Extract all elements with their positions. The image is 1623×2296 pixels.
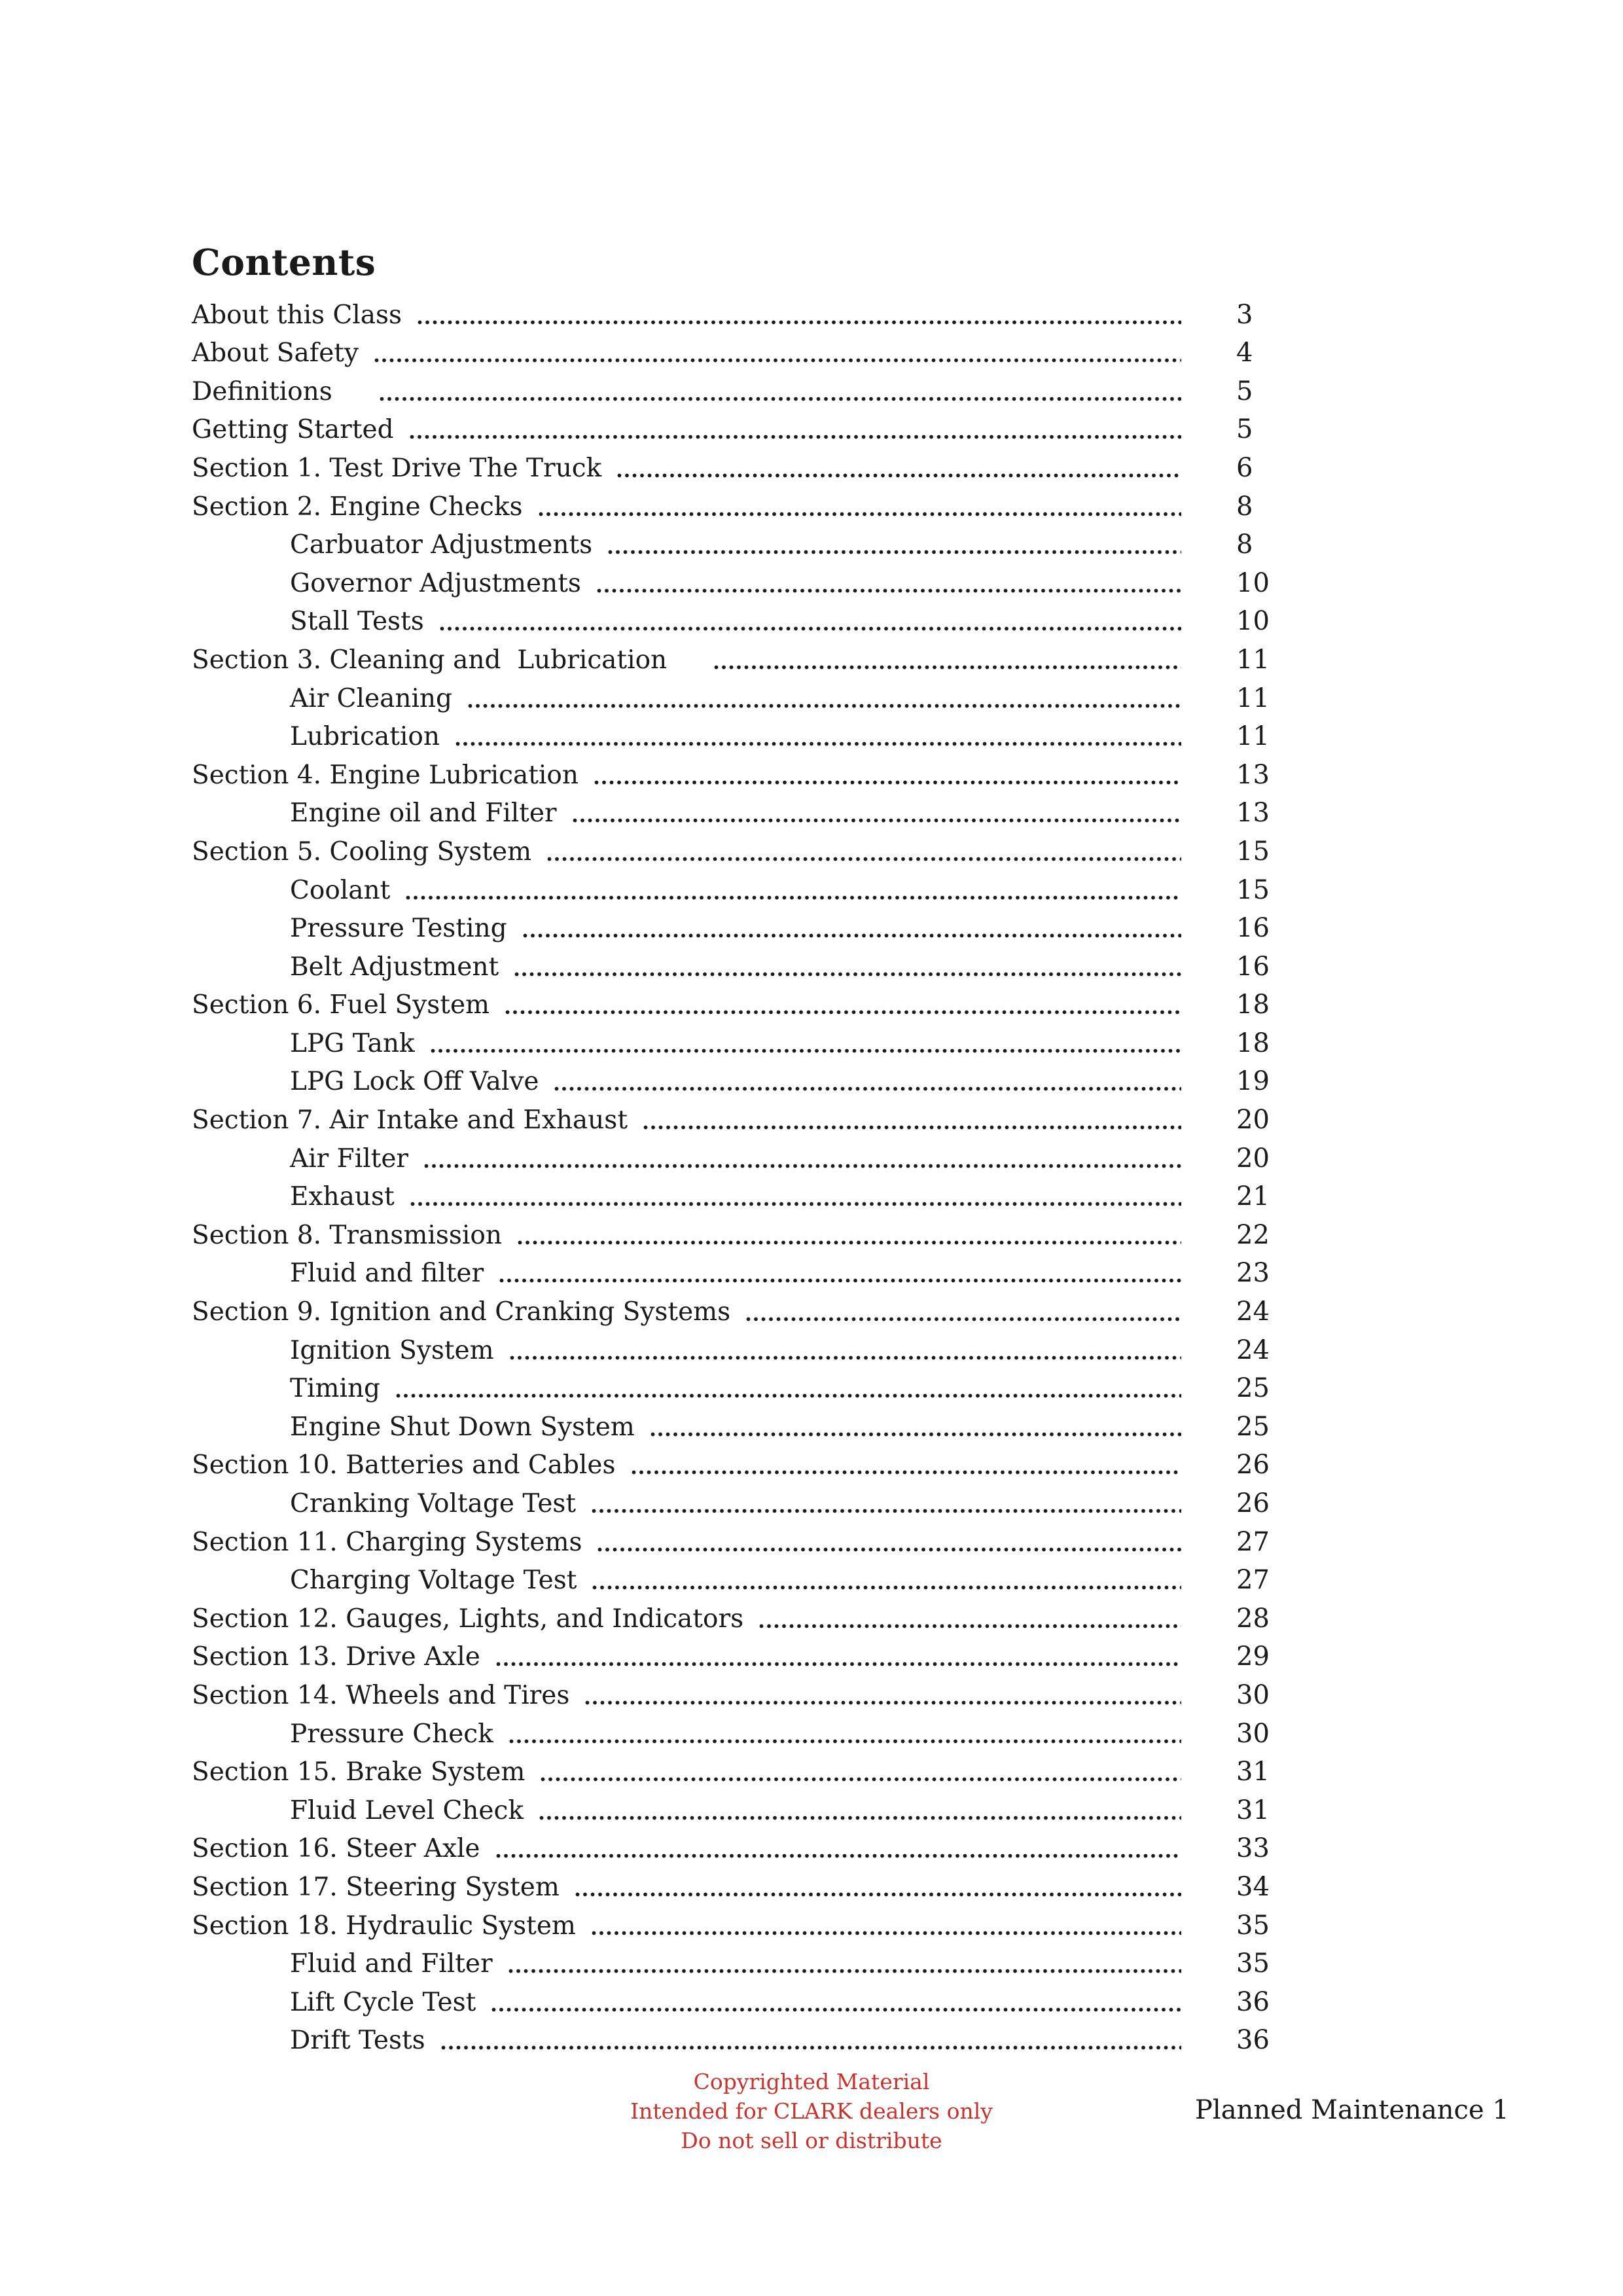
dot-leader [523, 933, 1181, 938]
toc-row [192, 871, 1278, 910]
page-title: Contents [192, 241, 376, 283]
toc-page-number: 11 [1236, 644, 1270, 675]
toc-entry-label: LPG Lock Off Valve [290, 1067, 539, 1097]
toc-page-number: 18 [1236, 990, 1270, 1020]
toc-row [192, 948, 1278, 986]
toc-row [192, 1063, 1278, 1102]
dot-leader [617, 473, 1181, 478]
dot-leader [440, 626, 1181, 631]
toc-entry-label: Section 1. Test Drive The Truck [192, 453, 602, 483]
dot-leader [410, 435, 1181, 439]
toc-page-number: 4 [1236, 338, 1253, 368]
dot-leader [539, 512, 1181, 516]
toc-page-number: 30 [1236, 1718, 1270, 1749]
toc-row [192, 833, 1278, 871]
toc-entry-label: Governor Adjustments [290, 568, 581, 598]
toc-row [192, 2022, 1278, 2060]
toc-row [192, 910, 1278, 948]
toc-entry-label: Section 7. Air Intake and Exhaust [192, 1105, 628, 1136]
toc-page-number: 29 [1236, 1641, 1270, 1672]
dot-leader [509, 1739, 1181, 1744]
toc-entry-label: Fluid and filter [290, 1259, 484, 1289]
toc-page-number: 28 [1236, 1603, 1270, 1634]
toc-page-number: 18 [1236, 1028, 1270, 1058]
toc-row [192, 718, 1278, 757]
toc-row [192, 986, 1278, 1025]
toc-row [192, 1216, 1278, 1255]
toc-row [192, 1139, 1278, 1178]
toc-entry-label: Charging Voltage Test [290, 1566, 577, 1596]
toc-row [192, 1868, 1278, 1907]
toc-entry-label: Engine Shut Down System [290, 1412, 635, 1442]
toc-page-number: 24 [1236, 1297, 1270, 1327]
dot-leader [597, 1547, 1181, 1552]
dot-leader [554, 1086, 1181, 1091]
toc-row [192, 488, 1278, 526]
toc-entry-label: Section 12. Gauges, Lights, and Indicators [192, 1604, 744, 1634]
toc-page-number: 34 [1236, 1871, 1270, 1902]
toc-row [192, 1753, 1278, 1792]
toc-entry-label: Section 5. Cooling System [192, 836, 532, 867]
toc-entry-label: Timing [290, 1374, 381, 1404]
toc-row [192, 1024, 1278, 1063]
dot-leader [441, 2045, 1181, 2050]
dot-leader [541, 1777, 1181, 1782]
copyright-line: Do not sell or distribute [681, 2128, 942, 2153]
toc-row [192, 1600, 1278, 1638]
toc-entry-label: Section 16. Steer Axle [192, 1834, 480, 1864]
toc-page-number: 27 [1236, 1526, 1270, 1557]
dot-leader [585, 1700, 1181, 1705]
dot-leader [496, 1662, 1181, 1666]
dot-leader [592, 1931, 1181, 1935]
dot-leader [643, 1125, 1181, 1130]
copyright-line: Intended for CLARK dealers only [630, 2098, 993, 2124]
toc-row [192, 1255, 1278, 1293]
toc-page-number: 10 [1236, 606, 1270, 637]
toc-entry-label: Ignition System [290, 1335, 494, 1365]
toc-page-number: 31 [1236, 1757, 1270, 1787]
toc-row [192, 1408, 1278, 1446]
dot-leader [608, 550, 1181, 554]
toc-page-number: 22 [1236, 1219, 1270, 1250]
toc-entry-label: Section 4. Engine Lubrication [192, 760, 579, 790]
toc-entry-label: Section 8. Transmission [192, 1220, 502, 1250]
toc-page-number: 36 [1236, 1986, 1270, 2017]
toc-row [192, 1830, 1278, 1869]
toc-page-number: 8 [1236, 491, 1253, 522]
toc-page-number: 20 [1236, 1143, 1270, 1174]
page-footer-label: Planned Maintenance 1 [1195, 2095, 1509, 2125]
copyright-notice [484, 2067, 1139, 2155]
toc-page-number: 30 [1236, 1679, 1270, 1710]
dot-leader [514, 972, 1181, 977]
toc-entry-label: Section 10. Batteries and Cables [192, 1450, 616, 1480]
dot-leader [468, 704, 1181, 708]
toc-page-number: 23 [1236, 1258, 1270, 1289]
toc-row [192, 1178, 1278, 1217]
toc-row [192, 296, 1278, 334]
toc-page-number: 3 [1236, 299, 1253, 330]
toc-row [192, 449, 1278, 488]
toc-page-number: 8 [1236, 529, 1253, 560]
toc-entry-label: Belt Adjustment [290, 952, 499, 982]
dot-leader [455, 742, 1181, 746]
toc-page-number: 33 [1236, 1833, 1270, 1864]
dot-leader [518, 1240, 1181, 1245]
toc-row [192, 1791, 1278, 1830]
dot-leader [508, 1969, 1181, 1973]
toc-entry-label: Pressure Testing [290, 914, 507, 944]
dot-leader [491, 2007, 1181, 2012]
toc-page-number: 36 [1236, 2025, 1270, 2056]
dot-leader [632, 1470, 1182, 1475]
toc-page-number: 5 [1236, 414, 1253, 445]
dot-leader [410, 1202, 1181, 1206]
toc-row [192, 1676, 1278, 1715]
toc-entry-label: Engine oil and Filter [290, 798, 557, 829]
toc-row [192, 1484, 1278, 1523]
toc-entry-label: About Safety [192, 338, 359, 368]
toc-row [192, 795, 1278, 833]
toc-page-number: 19 [1236, 1066, 1270, 1097]
toc-row [192, 1983, 1278, 2022]
toc-page-number: 13 [1236, 798, 1270, 829]
dot-leader [496, 1854, 1181, 1858]
toc-entry-label: Lift Cycle Test [290, 1987, 476, 2017]
dot-leader [431, 1049, 1181, 1053]
toc-page-number: 5 [1236, 376, 1253, 406]
toc-entry-label: Carbuator Adjustments [290, 530, 593, 560]
dot-leader [547, 857, 1181, 861]
toc-page-number: 16 [1236, 951, 1270, 982]
dot-leader [396, 1393, 1181, 1398]
toc-row [192, 1562, 1278, 1600]
toc-row [192, 756, 1278, 795]
toc-entry-label: Section 6. Fuel System [192, 990, 490, 1020]
toc-row [192, 1523, 1278, 1562]
toc-row [192, 679, 1278, 718]
toc-entry-label: Definitions [192, 376, 332, 406]
toc-entry-label: About this Class [192, 300, 402, 330]
toc-row [192, 564, 1278, 603]
toc-page-number: 35 [1236, 1948, 1270, 1979]
toc-row [192, 526, 1278, 565]
toc-entry-label: Getting Started [192, 415, 394, 445]
toc-entry-label: Section 3. Cleaning and Lubrication [192, 645, 668, 675]
toc-page-number: 26 [1236, 1488, 1270, 1518]
toc-entry-label: Section 17. Steering System [192, 1872, 560, 1902]
toc-entry-label: Air Cleaning [290, 683, 452, 713]
dot-leader [505, 1010, 1181, 1014]
toc-page-number: 27 [1236, 1565, 1270, 1596]
toc-row [192, 372, 1278, 411]
dot-leader [651, 1432, 1181, 1437]
dot-leader [424, 1164, 1181, 1168]
toc-entry-label: Fluid Level Check [290, 1795, 524, 1825]
dot-leader [746, 1317, 1181, 1321]
toc-page-number: 10 [1236, 567, 1270, 598]
toc-page-number: 11 [1236, 721, 1270, 752]
toc-entry-label: Section 11. Charging Systems [192, 1527, 582, 1557]
toc-page-number: 24 [1236, 1335, 1270, 1365]
dot-leader [575, 1892, 1181, 1897]
toc-page-number: 16 [1236, 913, 1270, 944]
toc-page-number: 6 [1236, 452, 1253, 483]
toc-page-number: 13 [1236, 759, 1270, 790]
toc-row [192, 1907, 1278, 1945]
toc-entry-label: Fluid and Filter [290, 1949, 493, 1979]
toc-row [192, 603, 1278, 641]
toc-row [192, 1331, 1278, 1370]
toc-entry-label: Section 15. Brake System [192, 1757, 526, 1787]
toc-row [192, 1945, 1278, 1984]
toc-entry-label: Exhaust [290, 1182, 395, 1212]
toc-entry-label: Coolant [290, 875, 391, 905]
dot-leader [380, 397, 1181, 401]
toc-entry-label: Section 18. Hydraulic System [192, 1910, 576, 1941]
dot-leader [539, 1816, 1181, 1820]
toc-entry-label: Section 2. Engine Checks [192, 492, 523, 522]
dot-leader [714, 665, 1181, 670]
toc-entry-label: Section 9. Ignition and Cranking Systems [192, 1297, 731, 1327]
dot-leader [759, 1624, 1181, 1628]
toc-page-number: 31 [1236, 1795, 1270, 1825]
toc-entry-label: Cranking Voltage Test [290, 1489, 577, 1518]
toc-page-number: 25 [1236, 1411, 1270, 1442]
dot-leader [418, 320, 1181, 325]
toc-entry-label: Stall Tests [290, 607, 424, 637]
dot-leader [592, 1585, 1181, 1590]
toc-page-number: 35 [1236, 1910, 1270, 1941]
toc-page-number: 20 [1236, 1105, 1270, 1136]
toc-page-number: 21 [1236, 1181, 1270, 1212]
toc-row [192, 334, 1278, 373]
toc-page-number: 11 [1236, 683, 1270, 713]
dot-leader [406, 895, 1181, 900]
toc-page-number: 15 [1236, 836, 1270, 867]
toc-page-number: 15 [1236, 874, 1270, 905]
toc-entry-label: LPG Tank [290, 1028, 415, 1058]
toc-row [192, 641, 1278, 679]
toc-page-number: 25 [1236, 1373, 1270, 1404]
toc-row [192, 1638, 1278, 1677]
toc-entry-label: Lubrication [290, 722, 440, 752]
copyright-line: Copyrighted Material [693, 2069, 930, 2094]
dot-leader [573, 818, 1181, 823]
dot-leader [592, 1509, 1181, 1513]
toc-row [192, 1101, 1278, 1139]
dot-leader [499, 1278, 1181, 1283]
toc-row [192, 1370, 1278, 1408]
toc-entry-label: Section 14. Wheels and Tires [192, 1680, 570, 1710]
dot-leader [374, 358, 1181, 363]
toc-row [192, 1293, 1278, 1331]
toc-row [192, 1446, 1278, 1485]
toc-entry-label: Section 13. Drive Axle [192, 1642, 480, 1672]
toc-entry-label: Drift Tests [290, 2026, 425, 2056]
dot-leader [597, 588, 1181, 593]
toc-entry-label: Pressure Check [290, 1719, 493, 1749]
toc-entry-label: Air Filter [290, 1143, 409, 1174]
dot-leader [510, 1355, 1181, 1360]
toc-row [192, 1715, 1278, 1753]
dot-leader [594, 780, 1181, 785]
toc-page-number: 26 [1236, 1450, 1270, 1480]
toc-row [192, 411, 1278, 450]
toc-list [192, 296, 1278, 2060]
